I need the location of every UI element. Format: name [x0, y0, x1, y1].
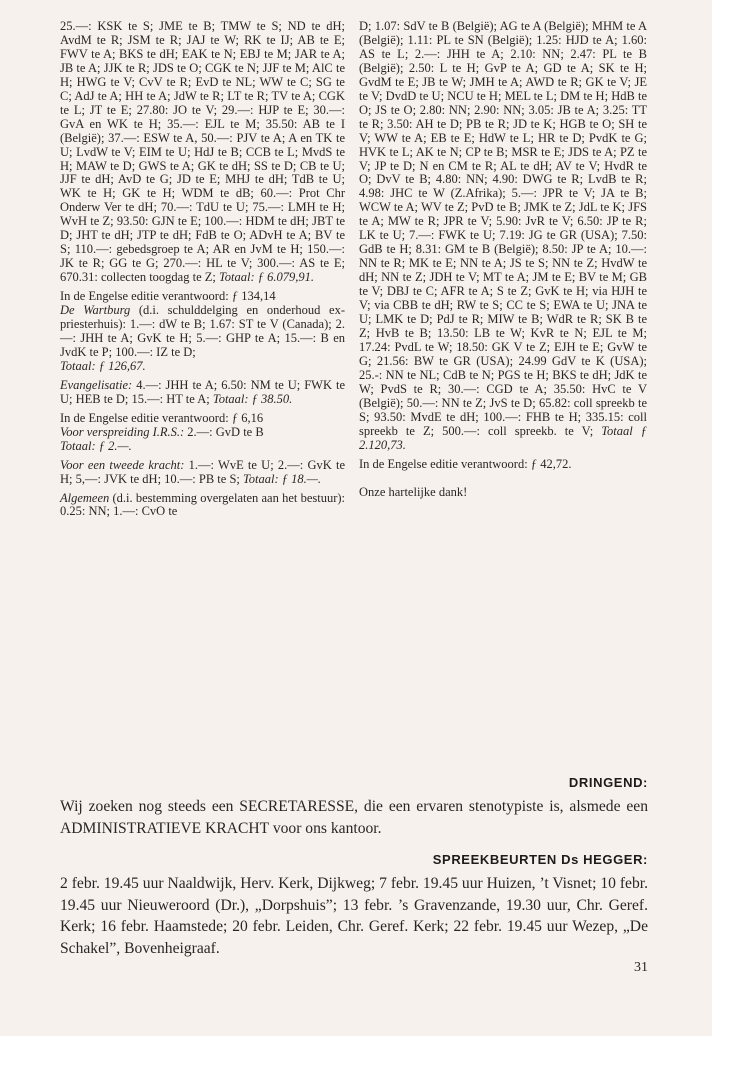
- donation-list-part-1: 25.—: KSK te S; JME te B; TMW te S; ND te dH; AvdM te R; JSM te R; JAJ te W; RK te IJ; AB te E; FWV te A; BKS te dH; EAK te N; EBJ te M; JAR te A; JB te A; JJK te R; JDS te O; CGK te N; JJF te M; AlC te H; HWG te V; CvV te R; EvD te NL; WW te C; SG te C; AdJ te A; HH te A; JdW te R; LT te R; TV te A; CGK te L; JT te E; 27.80: JO te V; 29.—: HJP te E; 30.—: GvA en WK te H; 35.—: EJL te M; 35.50: AB te I (België); 37.—: ESW te A, 50.—: PJV te A; A en TK te U; LvdW te V; EIM te U; HdJ te B; CCB te L; MvdS te H; MAW te D; GWS te A; GK te dH; SS te D; CB te U; JJF te dH; AvD te G; JD te E; MHJ te dH; TdB te U; WK te H; GK te H; WDM te dB; 60.—: Prot Chr Onderw Ver te dH; 70.—: TdU te U; 75.—: LMH te H; WvH te Z; 93.50: GJN te E; 100.—: HDM te dH; JBT te D; JHT te dH; JTP te dH; FdB te O; ADvH te A; BV te S; 110.—: gebedsgroep te A; AR en JvM te H; 150.—: JK te R; GG te G; 270.—: HL te V; 300.—: AS te E; 670.31: collecten toogdag te Z; Totaal: ƒ 6.079,91.: [60, 19, 345, 285]
- evangelisatie-section: Evangelisatie: 4.—: JHH te A; 6.50: NM te U; FWK te U; HEB te D; 15.—: HT te A; Totaal: ƒ 38.50.: [60, 377, 345, 406]
- irs-section: Voor verspreiding I.R.S.: 2.—: GvD te B Totaal: ƒ 2.—.: [60, 424, 264, 453]
- engelse-editie-note: In de Engelse editie verantwoord: ƒ 134,14: [60, 289, 276, 304]
- spreekbeurten-text: 2 febr. 19.45 uur Naaldwijk, Herv. Kerk, Dijkweg; 7 febr. 19.45 uur Huizen, ’t Visnet; 10 febr. 19.45 uur Nieuweroord (Dr.), „Dorpshuis”; 13 febr. ’s Gravenzande, 19.30 uur, Chr. Geref. Kerk; 16 febr. Haamstede; 20 febr. Leiden, Chr. Geref. Kerk; 22 febr. 19.45 uur Wezep, „De Schakel”, Bovenheigraaf.: [60, 875, 648, 957]
- tweede-kracht-section: Voor een tweede kracht: 1.—: WvE te U; 2.—: GvK te H; 5,—: JVK te dH; 10.—: PB te S; Totaal: ƒ 18.—.: [60, 457, 346, 486]
- right-column: [359, 20, 647, 499]
- evangelisatie-total: Totaal: ƒ 38.50.: [212, 391, 293, 406]
- wartburg-total: Totaal: ƒ 126,67.: [60, 358, 146, 373]
- spreekbeurten-block: [60, 852, 648, 959]
- evangelisatie-label: Evangelisatie:: [60, 377, 133, 392]
- spreekbeurten-heading: SPREEKBEURTEN Ds HEGGER:: [432, 852, 648, 867]
- dringend-block: [60, 775, 648, 839]
- thanks-line: Onze hartelijke dank!: [359, 484, 468, 499]
- donation-list-part-2: D; 1.07: SdV te B (België); AG te A (België); MHM te A (België); 1.11: PL te SN (België); 1.25: HJD te A; 1.60: AS te L; 2.—: JHH te A; 2.10: NN; 2.47: PL te B (België); 2.50: L te H; GvP te A; GD te A; SK te H; GvdM te E; JB te W; JMH te A; AWD te R; GK te V; JE te V; DvdD te U; NCU te H; MEL te L; DM te H; HdB te O; JS te O; 2.80: NN; 2.90: NN; 3.05: JB te A; 3.25: TT te R; 3.50: AH te D; PB te R; JD te K; HGB te O; SH te V; WW te A; EB te E; HdW te L; HR te D; PvdK te G; HVK te L; AK te N; CP te B; MSR te E; JDS te A; PZ te V; JP te D; N en CM te R; AL te dH; AV te V; HvdR te O; DvV te B; 4.80: NN; 4.90: DWG te R; LvdB te R; 4.98: JHC te W (Z.Afrika); 5.—: JPR te V; JA te B; WCW te A; WV te Z; PvD te B; JMK te Z; JdL te K; JFS te A; MW te R; JPR te V; 5.90: JvR te V; 6.50: JP te R; LK te U; 7.—: FWK te U; 7.19: JG te GR (USA); 7.50: GdB te H; 8.31: GM te B (België); 8.50: JP te A; 10.—: NN te R; MK te E; NN te A; JS te S; NN te Z; HvdW te dH; NN te Z; JDH te V; MT te A; JM te E; BV te M; GB te V; DBJ te C; AFR te A; S te Z; GvK te H; via HJH te V; via CBB te dH; RW te S; CC te S; EWA te U; JNA te U; LMK te D; PdJ te R; MIW te B; WdR te R; SK B te Z; HvB te B; 13.50: LB te W; KvR te N; EJL te M; 17.24: PvdL te W; 18.50: GK V te Z; EJH te E; GvW te G; 21.56: BW te GR (USA); 24.99 GdV te K (USA); 25.-: NN te NL; CdB te N; PGS te H; BKS te dH; JdK te W; PvdS te R; 30.—: CGD te A; 35.50: HvC te V (België); 50.—: NN te Z; JvS te D; 65.82: coll spreekb te S; 93.50: MvdE te dH; 100.—: FHB te H; 335.15: coll spreekb te Z; 500.—: coll spreekb. te V; Totaal ƒ 2.120,73.: [359, 19, 647, 452]
- list-total: Totaal: ƒ 6.079,91.: [218, 270, 315, 285]
- algemeen-label: Algemeen: [60, 490, 110, 505]
- engelse-editie-note-2: In de Engelse editie verantwoord: ƒ 6,16: [60, 410, 264, 425]
- tweede-kracht-total: Totaal: ƒ 18.—.: [243, 471, 322, 486]
- left-column: [60, 20, 345, 519]
- page-number: 31: [634, 960, 648, 975]
- list-total-2: Totaal ƒ 2.120,73.: [359, 423, 647, 452]
- dringend-text: Wij zoeken nog steeds een SECRETARESSE, die een ervaren stenotypiste is, alsmede een ADMINISTRATIEVE KRACHT voor ons kantoor.: [60, 798, 648, 837]
- dringend-heading: DRINGEND:: [568, 775, 648, 790]
- algemeen-section: Algemeen (d.i. bestemming overgelaten aan het bestuur): 0.25: NN; 1.—: CvO te: [60, 490, 345, 519]
- wartburg-label: De Wartburg: [60, 303, 131, 318]
- wartburg-section: De Wartburg (d.i. schulddelging en onderhoud ex-priesterhuis): 1.—: dW te B; 1.67: ST te V (Canada); 2.—: JHH te A; GvK te H; 5.—: GHP te A; 15.—: B en JvdK te P; 100.—: IZ te D; Totaal: ƒ 126,67.: [60, 303, 345, 373]
- tweede-kracht-label: Voor een tweede kracht:: [60, 457, 185, 472]
- irs-label: Voor verspreiding I.R.S.:: [60, 424, 185, 439]
- engelse-editie-note-3: In de Engelse editie verantwoord: ƒ 42,72.: [359, 456, 572, 471]
- irs-total: Totaal: ƒ 2.—.: [60, 438, 132, 453]
